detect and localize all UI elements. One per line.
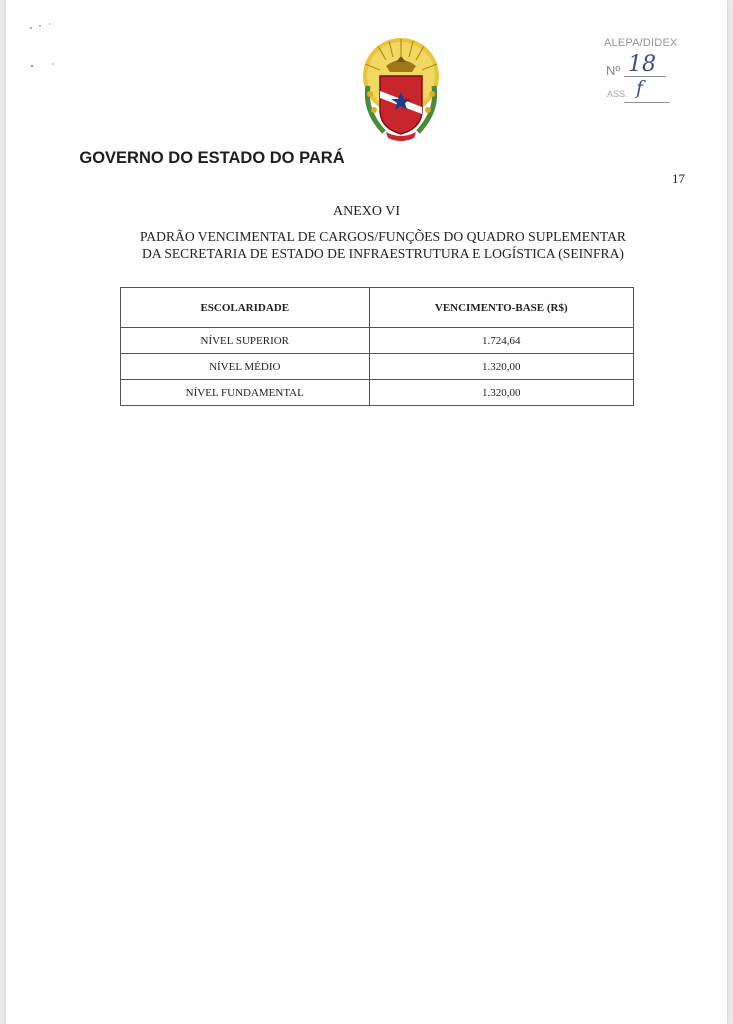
- stamp-number-label: Nº: [606, 63, 621, 78]
- stamp-ass-label: ASS.: [607, 89, 628, 99]
- annex-subtitle-line-2: DA SECRETARIA DE ESTADO DE INFRAESTRUTURA E LOGÍSTICA (SEINFRA): [142, 246, 624, 261]
- stamp-signature: f: [636, 77, 644, 99]
- stamp-number-value: 18: [628, 52, 656, 77]
- scan-specks: [28, 22, 58, 72]
- table-header-row: [121, 288, 634, 328]
- government-title: GOVERNO DO ESTADO DO PARÁ: [79, 149, 345, 167]
- salary-table: [120, 287, 634, 406]
- table-row: [121, 354, 634, 380]
- table-row: [121, 328, 634, 354]
- document-page: [6, 0, 727, 1024]
- column-header-base-salary: VENCIMENTO-BASE (R$): [369, 288, 633, 328]
- base-salary-cell: 1.320,00: [369, 380, 633, 406]
- state-coat-of-arms: [356, 36, 446, 144]
- protocol-stamp: [602, 37, 682, 109]
- annex-subtitle: [110, 228, 656, 262]
- table-row: [121, 380, 634, 406]
- shield: [380, 76, 422, 134]
- base-salary-cell: 1.320,00: [369, 354, 633, 380]
- education-level-cell: NÍVEL FUNDAMENTAL: [121, 380, 370, 406]
- education-level-cell: NÍVEL SUPERIOR: [121, 328, 370, 354]
- column-header-education: ESCOLARIDADE: [121, 288, 370, 328]
- stamp-org: ALEPA/DIDEX: [604, 37, 678, 49]
- annex-subtitle-line-1: PADRÃO VENCIMENTAL DE CARGOS/FUNÇÕES DO QUADRO SUPLEMENTAR: [140, 229, 626, 244]
- stamp-signature-line: [624, 102, 670, 103]
- page-number: 17: [672, 171, 685, 186]
- annex-title: ANEXO VI: [332, 204, 400, 219]
- education-level-cell: NÍVEL MÉDIO: [121, 354, 370, 380]
- base-salary-cell: 1.724,64: [369, 328, 633, 354]
- stamp-number-line: [624, 76, 666, 77]
